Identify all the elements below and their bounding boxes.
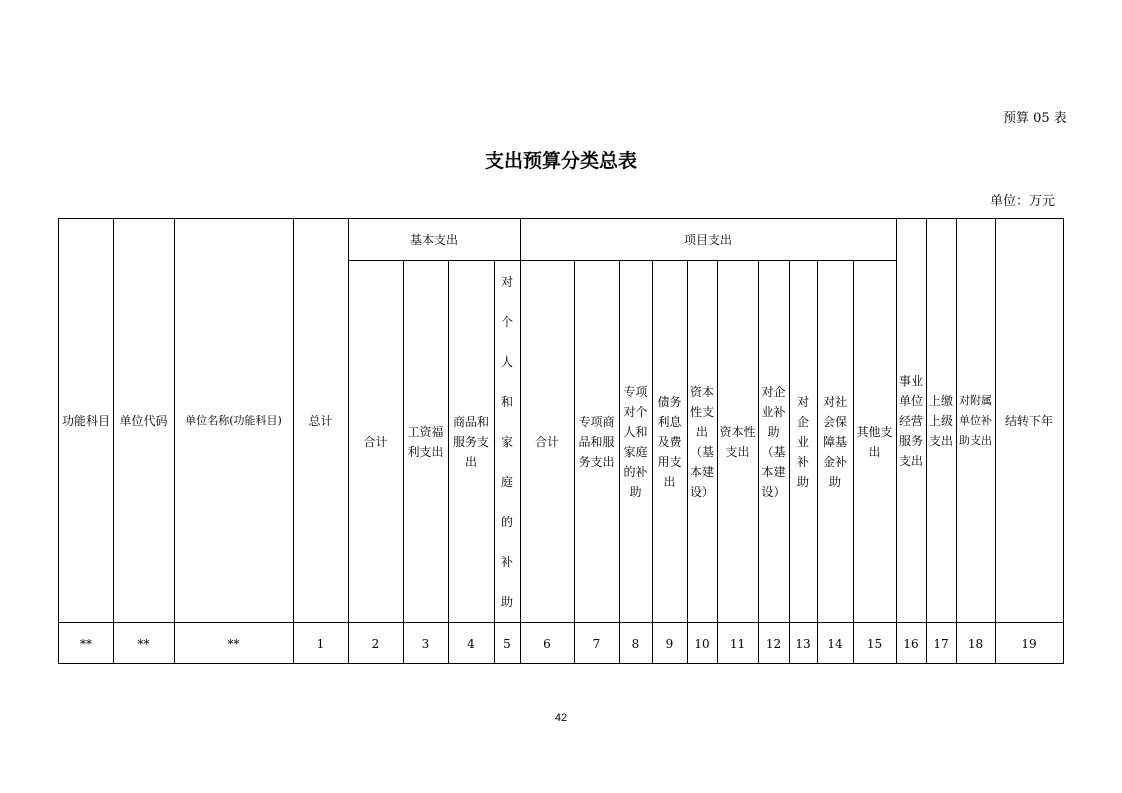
col-unit-name: 单位名称(功能科目) — [185, 413, 282, 427]
index-cell: 8 — [631, 636, 640, 651]
col-capital-construction: 资本性支出（基本建设） — [689, 384, 714, 499]
index-cell: 6 — [543, 636, 551, 651]
col-special-individual-subsidy: 专项对个人和家庭的补助 — [623, 384, 648, 499]
index-cell: 2 — [371, 636, 380, 651]
index-cell: 14 — [827, 636, 843, 651]
index-cell: ** — [227, 636, 240, 651]
col-debt-interest: 债务利息及费用支出 — [657, 394, 682, 489]
col-other: 其他支出 — [856, 424, 893, 459]
index-cell: 18 — [967, 636, 984, 651]
col-enterprise-subsidy: 对企业补助 — [796, 394, 809, 489]
col-basic-total: 合计 — [363, 434, 388, 449]
col-institution-business: 事业单位经营服务支出 — [898, 373, 923, 468]
index-cell: 17 — [933, 636, 949, 651]
col-social-security-subsidy: 对社会保障基金补助 — [822, 394, 847, 489]
index-cell: 5 — [503, 636, 511, 651]
col-goods-services: 商品和服务支出 — [452, 414, 489, 469]
col-func-subject: 功能科目 — [61, 413, 110, 428]
col-project-total: 合计 — [534, 434, 559, 449]
col-salary-welfare: 工资福利支出 — [407, 424, 444, 459]
index-cell: 13 — [795, 636, 811, 651]
col-carryover: 结转下年 — [1004, 413, 1053, 428]
col-total: 总计 — [308, 413, 333, 428]
col-capital: 资本性支出 — [719, 424, 756, 459]
group-basic: 基本支出 — [409, 232, 458, 247]
index-cell: 16 — [903, 636, 919, 651]
col-individual-family-subsidy: 对个人和家庭的补助 — [500, 274, 513, 609]
group-project: 项目支出 — [683, 232, 732, 247]
page-number: 42 — [554, 712, 568, 724]
page-title: 支出预算分类总表 — [484, 150, 637, 172]
form-code: 预算 05 表 — [1003, 111, 1067, 126]
index-cell: 4 — [467, 636, 475, 651]
index-cell: 9 — [665, 636, 674, 651]
index-cell: 10 — [694, 636, 710, 651]
col-upper-payment: 上缴上级支出 — [928, 393, 953, 448]
index-cell: 3 — [421, 636, 430, 651]
index-cell: 1 — [316, 636, 325, 651]
col-special-goods-services: 专项商品和服务支出 — [578, 414, 615, 469]
unit-label: 单位：万元 — [990, 194, 1056, 209]
index-cell: 7 — [592, 636, 601, 651]
index-cell: 19 — [1021, 636, 1037, 651]
col-affiliated-subsidy: 对附属单位补助支出 — [959, 393, 992, 447]
index-cell: 12 — [765, 636, 782, 651]
index-cell: 11 — [729, 636, 746, 651]
col-enterprise-subsidy-construction: 对企业补助（基本建设） — [761, 384, 786, 499]
index-cell: 15 — [866, 636, 883, 651]
index-cell: ** — [137, 636, 150, 651]
col-unit-code: 单位代码 — [119, 413, 168, 428]
index-cell: ** — [80, 636, 92, 651]
